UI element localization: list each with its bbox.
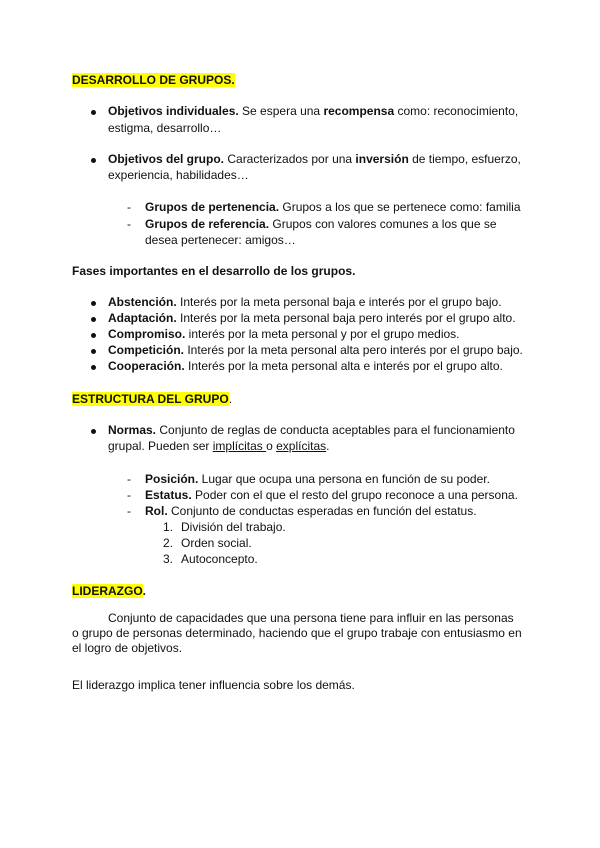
list-item-normas-continuation: grupal. Pueden ser implícitas o explícitas. xyxy=(108,439,330,453)
numbered-item-text: División del trabajo. xyxy=(181,520,286,534)
dash-marker: - xyxy=(127,200,131,214)
numbered-item-text: Autoconcepto. xyxy=(181,552,258,566)
bullet-icon xyxy=(91,429,96,434)
paragraph: El liderazgo implica tener influencia sobre los demás. xyxy=(72,678,355,692)
paragraph-line: Conjunto de capacidades que una persona tiene para influir en las personas xyxy=(108,611,514,625)
fase-item-abstencion: Abstención. Interés por la meta personal baja e interés por el grupo bajo. xyxy=(108,295,502,309)
underlined-term-implicitas: implícitas xyxy=(212,439,267,453)
dash-marker: - xyxy=(127,504,131,518)
bullet-icon xyxy=(91,349,96,354)
dash-marker: - xyxy=(127,472,131,486)
highlighted-title: DESARROLLO DE GRUPOS. xyxy=(72,73,235,87)
underlined-term-explicitas: explícitas xyxy=(276,439,327,453)
numbered-item-number: 3. xyxy=(163,552,174,566)
sub-item-estatus: Estatus. Poder con el que el resto del grupo reconoce a una persona. xyxy=(145,488,518,502)
list-item-normas: Normas. Conjunto de reglas de conducta aceptables para el funcionamiento xyxy=(108,423,515,437)
section-title-fases: Fases importantes en el desarrollo de los grupos. xyxy=(72,264,356,278)
sub-item-referencia: Grupos de referencia. Grupos con valores comunes a los que se xyxy=(145,217,497,231)
list-item-continuation: estigma, desarrollo… xyxy=(108,121,222,135)
sub-item-pertenencia: Grupos de pertenencia. Grupos a los que se pertenece como: familia xyxy=(145,200,521,214)
bullet-icon xyxy=(91,317,96,322)
sub-item-posicion: Posición. Lugar que ocupa una persona en función de su poder. xyxy=(145,472,490,486)
sub-item-continuation: desea pertenecer: amigos… xyxy=(145,233,296,247)
list-item-continuation: experiencia, habilidades… xyxy=(108,168,249,182)
sub-item-rol: Rol. Conjunto de conductas esperadas en función del estatus. xyxy=(145,504,477,518)
list-item-objetivos-individuales: Objetivos individuales. Se espera una recompensa como: reconocimiento, xyxy=(108,104,519,118)
bullet-icon xyxy=(91,158,96,163)
list-item-objetivos-grupo: Objetivos del grupo. Caracterizados por una inversión de tiempo, esfuerzo, xyxy=(108,152,521,166)
numbered-item-text: Orden social. xyxy=(181,536,252,550)
section-title-desarrollo xyxy=(72,72,235,88)
paragraph-line: el logro de objetivos. xyxy=(72,641,183,655)
numbered-item-number: 2. xyxy=(163,536,174,550)
dash-marker: - xyxy=(127,488,131,502)
numbered-item-number: 1. xyxy=(163,520,174,534)
bullet-icon xyxy=(91,301,96,306)
bullet-icon xyxy=(91,110,96,115)
section-title-estructura: ESTRUCTURA DEL GRUPO. xyxy=(72,392,233,406)
dash-marker: - xyxy=(127,217,131,231)
bullet-icon xyxy=(91,365,96,370)
highlighted-title: LIDERAZGO xyxy=(72,584,143,598)
fase-item-competicion: Competición. Interés por la meta personal alta pero interés por el grupo bajo. xyxy=(108,343,523,357)
paragraph-line: o grupo de personas determinado, haciendo que el grupo trabaje con entusiasmo en xyxy=(72,626,522,640)
bullet-icon xyxy=(91,333,96,338)
fase-item-cooperacion: Cooperación. Interés por la meta personal alta e interés por el grupo alto. xyxy=(108,359,503,373)
highlighted-title: ESTRUCTURA DEL GRUPO xyxy=(72,392,229,406)
fase-item-adaptacion: Adaptación. Interés por la meta personal baja pero interés por el grupo alto. xyxy=(108,311,516,325)
fase-item-compromiso: Compromiso. interés por la meta personal y por el grupo medios. xyxy=(108,327,460,341)
section-title-liderazgo: LIDERAZGO. xyxy=(72,584,147,598)
